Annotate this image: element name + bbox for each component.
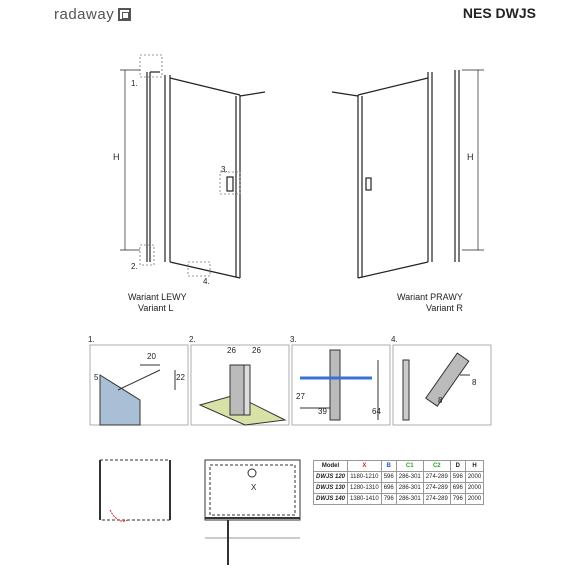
cell-d: 596 [450, 472, 465, 483]
detail-1-dim-2: 22 [176, 373, 185, 382]
cell-h: 2000 [465, 494, 483, 505]
cell-model: DWJS 120 [314, 472, 348, 483]
col-b: B [381, 461, 396, 472]
large-plan [205, 460, 300, 565]
detail-3-drawing [300, 350, 378, 420]
table-header-row [314, 461, 484, 472]
cell-x: 1380-1410 [348, 494, 382, 505]
col-c2: C2 [423, 461, 450, 472]
right-height-label: H [467, 152, 474, 162]
col-model: Model [314, 461, 348, 472]
brand-name: radaway [54, 6, 115, 23]
detail-4-dim-1: 8 [438, 396, 443, 405]
left-callout-2: 2. [131, 262, 138, 271]
cell-model: DWJS 140 [314, 494, 348, 505]
cell-d: 796 [450, 494, 465, 505]
cell-c2: 274-289 [423, 472, 450, 483]
detail-4-number: 4. [391, 335, 398, 344]
cell-c1: 286-301 [396, 483, 423, 494]
detail-2-dim-1: 26 [252, 346, 261, 355]
detail-1-dim-0: 20 [147, 352, 156, 361]
left-elevation [120, 55, 265, 278]
cell-c2: 274-289 [423, 494, 450, 505]
cell-model: DWJS 130 [314, 483, 348, 494]
cell-b: 796 [381, 494, 396, 505]
left-variant-pl: Wariant LEWY [128, 292, 187, 302]
cell-d: 696 [450, 483, 465, 494]
right-variant-en: Variant R [425, 303, 463, 313]
cell-c1: 286-301 [396, 494, 423, 505]
detail-drawings [0, 330, 570, 430]
table-row [314, 494, 484, 505]
plan-drawings [0, 440, 310, 570]
cell-c2: 274-289 [423, 483, 450, 494]
table-row [314, 483, 484, 494]
cell-x: 1180-1210 [348, 472, 382, 483]
col-c1: C1 [396, 461, 423, 472]
col-d: D [450, 461, 465, 472]
detail-2-dim-0: 26 [227, 346, 236, 355]
detail-3-dim-2: 64 [372, 407, 381, 416]
model-title: NES DWJS [462, 5, 536, 21]
detail-1-dim-1: 5 [94, 373, 99, 382]
left-callout-3: 3. [221, 165, 228, 174]
cell-h: 2000 [465, 472, 483, 483]
right-variant-pl: Wariant PRAWY [397, 292, 463, 302]
detail-3-dim-0: 27 [296, 392, 305, 401]
left-variant-label [128, 292, 187, 314]
cell-x: 1280-1310 [348, 483, 382, 494]
left-variant-en: Variant L [138, 303, 174, 313]
right-elevation [332, 70, 484, 278]
cell-b: 696 [381, 483, 396, 494]
detail-1-number: 1. [88, 335, 95, 344]
detail-4-dim-0: 8 [472, 378, 477, 387]
plan-x-label: X [251, 483, 257, 492]
detail-1-drawing [100, 365, 175, 425]
detail-4-drawing [403, 353, 470, 420]
detail-2-number: 2. [189, 335, 196, 344]
left-height-label: H [113, 152, 120, 162]
cell-c1: 286-301 [396, 472, 423, 483]
left-callout-1: 1. [131, 79, 138, 88]
col-h: H [465, 461, 483, 472]
table-row [314, 472, 484, 483]
col-x: X [348, 461, 382, 472]
left-callout-4: 4. [203, 277, 210, 286]
detail-2-drawing [200, 365, 285, 425]
right-variant-label [397, 292, 463, 314]
detail-3-number: 3. [290, 335, 297, 344]
detail-3-dim-1: 39 [318, 407, 327, 416]
small-plan [100, 460, 170, 521]
cell-h: 2000 [465, 483, 483, 494]
spec-table [313, 460, 484, 505]
cell-b: 596 [381, 472, 396, 483]
